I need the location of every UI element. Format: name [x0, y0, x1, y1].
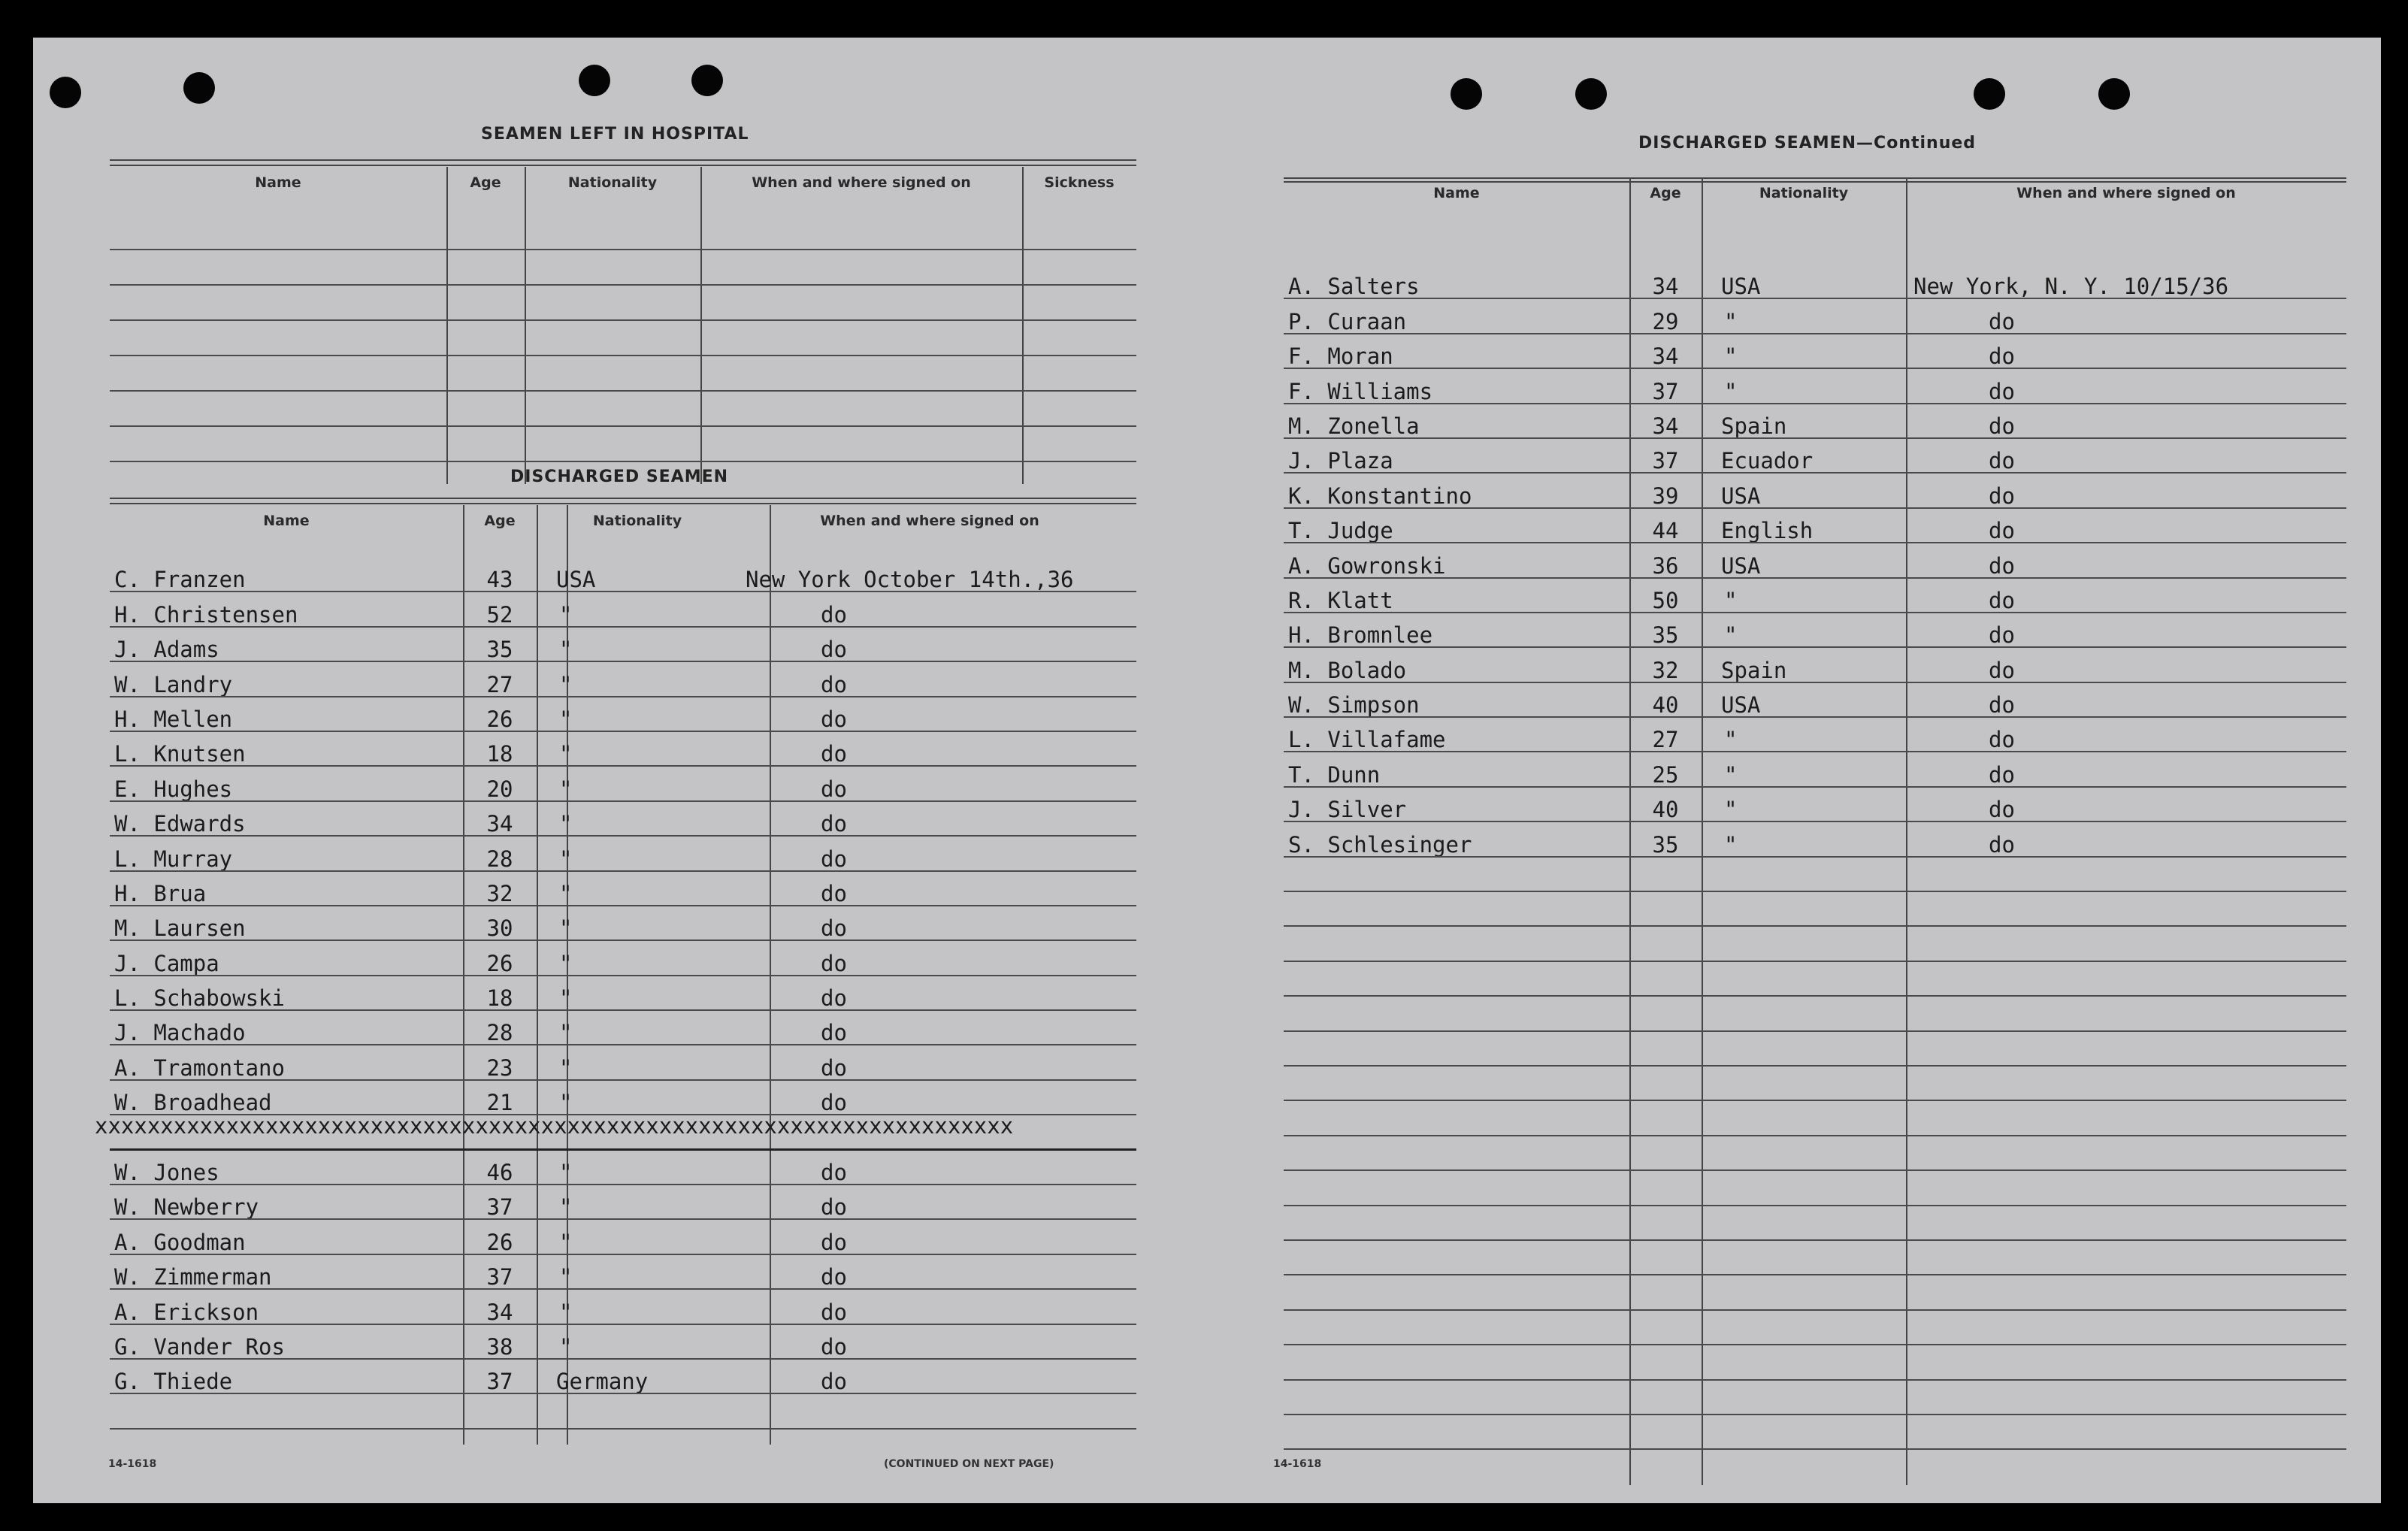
table-row: [110, 1394, 1136, 1429]
seaman-age: 26: [486, 706, 513, 731]
table-row: [1284, 927, 2346, 961]
seaman-name: W. Zimmerman: [114, 1264, 272, 1289]
seaman-age: 37: [486, 1369, 513, 1393]
seaman-age: 40: [1652, 692, 1679, 717]
form-number: 14-1618: [108, 1458, 157, 1470]
table-row: [1284, 334, 2346, 369]
hospital-table: [110, 167, 1136, 484]
table-row: [1284, 718, 2346, 752]
table-row: [1284, 1101, 2346, 1136]
punch-hole: [1451, 78, 1482, 110]
header-sickness: Sickness: [1044, 174, 1115, 191]
seaman-name: H. Bromnlee: [1288, 622, 1433, 647]
header-when-where: When and where signed on: [820, 513, 1039, 529]
seaman-age: 18: [486, 985, 513, 1010]
table-row: [110, 558, 1136, 592]
table-row: [1284, 543, 2346, 578]
table-row: [1284, 752, 2346, 787]
table-row: [110, 767, 1136, 801]
table-row: [1284, 997, 2346, 1031]
discharged-title: DISCHARGED SEAMEN: [510, 467, 729, 486]
signed-on: do: [821, 1299, 847, 1324]
table-row: [110, 286, 1136, 321]
seaman-age: 32: [1652, 657, 1679, 682]
signed-on: do: [1989, 761, 2015, 786]
signed-on: do: [821, 741, 847, 766]
seaman-name: H. Mellen: [114, 706, 233, 731]
table-row: [1284, 1345, 2346, 1380]
signed-on: do: [821, 985, 847, 1010]
header-name: Name: [263, 513, 310, 529]
punch-hole: [579, 65, 610, 96]
signed-on: do: [821, 1054, 847, 1079]
signed-on: do: [821, 601, 847, 626]
seaman-nationality: USA: [1721, 274, 1761, 298]
seaman-age: 39: [1652, 483, 1679, 507]
seaman-name: M. Bolado: [1288, 657, 1407, 682]
seaman-nationality: ": [1724, 727, 1738, 752]
seaman-nationality: USA: [1721, 483, 1761, 507]
hospital-header: [110, 167, 1136, 191]
signed-on: do: [821, 811, 847, 836]
punch-hole: [2098, 78, 2130, 110]
seaman-name: R. Klatt: [1288, 587, 1393, 612]
seaman-name: A. Goodman: [114, 1229, 246, 1254]
seaman-age: 25: [1652, 761, 1679, 786]
table-row: [1284, 788, 2346, 822]
table-row: [110, 802, 1136, 837]
seaman-name: J. Campa: [114, 950, 219, 975]
table-row: [110, 1011, 1136, 1045]
seaman-age: 34: [486, 811, 513, 836]
seaman-age: 37: [1652, 378, 1679, 403]
seaman-name: A. Tramontano: [114, 1054, 285, 1079]
seaman-name: A. Gowronski: [1288, 552, 1446, 577]
seaman-age: 44: [1652, 518, 1679, 543]
table-row: [110, 872, 1136, 906]
signed-on: do: [1989, 483, 2015, 507]
table-row: [1284, 648, 2346, 682]
continued-note: (CONTINUED ON NEXT PAGE): [884, 1458, 1054, 1470]
signed-on: do: [821, 1264, 847, 1289]
table-row: [1284, 1032, 2346, 1067]
seaman-nationality: ": [559, 637, 573, 661]
table-row: [110, 837, 1136, 871]
seaman-age: 37: [486, 1264, 513, 1289]
signed-on: do: [821, 1020, 847, 1045]
table-row: [1284, 822, 2346, 857]
table-row: [1284, 299, 2346, 334]
seaman-age: 29: [1652, 308, 1679, 333]
signed-on: do: [821, 1160, 847, 1185]
punch-hole: [691, 65, 723, 96]
seaman-age: 28: [486, 1020, 513, 1045]
seaman-nationality: ": [559, 1090, 573, 1115]
seaman-nationality: ": [1724, 308, 1738, 333]
signed-on: do: [1989, 831, 2015, 856]
table-row: [1284, 474, 2346, 508]
header-nationality: Nationality: [1759, 185, 1849, 201]
punch-hole: [1575, 78, 1607, 110]
seaman-name: C. Franzen: [114, 567, 246, 592]
table-row: [110, 732, 1136, 767]
seaman-nationality: ": [1724, 761, 1738, 786]
table-row: [1284, 404, 2346, 439]
divider: [110, 159, 1136, 166]
seaman-nationality: English: [1721, 518, 1814, 543]
signed-on: do: [1989, 657, 2015, 682]
seaman-nationality: ": [559, 915, 573, 940]
seaman-nationality: ": [559, 1020, 573, 1045]
seaman-name: J. Silver: [1288, 797, 1407, 821]
seaman-name: J. Machado: [114, 1020, 246, 1045]
signed-on: do: [821, 1229, 847, 1254]
seaman-nationality: ": [1724, 797, 1738, 821]
seaman-nationality: Spain: [1721, 413, 1787, 437]
seaman-nationality: ": [1724, 378, 1738, 403]
seaman-age: 27: [486, 671, 513, 696]
seaman-name: L. Murray: [114, 846, 233, 870]
table-row: [110, 628, 1136, 662]
seaman-nationality: ": [559, 846, 573, 870]
seaman-nationality: ": [559, 671, 573, 696]
signed-on: do: [821, 1194, 847, 1219]
signed-on: do: [1989, 727, 2015, 752]
header-name: Name: [255, 174, 301, 191]
header-age: Age: [484, 513, 516, 529]
signed-on: do: [821, 1333, 847, 1358]
seaman-name: L. Schabowski: [114, 985, 285, 1010]
table-row: [110, 592, 1136, 627]
table-row: [1284, 1067, 2346, 1101]
seaman-age: 18: [486, 741, 513, 766]
signed-on: New York, N. Y. 10/15/36: [1913, 274, 2229, 298]
table-row: [110, 321, 1136, 356]
continued-rows: [1284, 265, 2346, 1450]
signed-on: do: [821, 637, 847, 661]
seaman-name: F. Moran: [1288, 343, 1393, 368]
signed-on: do: [1989, 308, 2015, 333]
discharged-table: [95, 505, 1136, 1445]
table-row: [1284, 1311, 2346, 1345]
header-name: Name: [1433, 185, 1480, 201]
signed-on: do: [1989, 378, 2015, 403]
seaman-name: A. Erickson: [114, 1299, 259, 1324]
seaman-name: K. Konstantino: [1288, 483, 1472, 507]
seaman-age: 30: [486, 915, 513, 940]
header-nationality: Nationality: [592, 513, 682, 529]
table-row: [110, 906, 1136, 941]
seaman-age: 28: [486, 846, 513, 870]
seaman-age: 27: [1652, 727, 1679, 752]
table-row: [110, 1360, 1136, 1394]
seaman-age: 34: [1652, 413, 1679, 437]
header-nationality: Nationality: [567, 174, 658, 191]
divider: [110, 498, 1136, 504]
table-row: [110, 1081, 1136, 1115]
table-row: [1284, 1275, 2346, 1310]
seaman-age: 21: [486, 1090, 513, 1115]
seaman-age: 34: [1652, 343, 1679, 368]
seaman-age: 35: [1652, 831, 1679, 856]
table-row: [1284, 1415, 2346, 1450]
signed-on: do: [1989, 413, 2015, 437]
header-age: Age: [1650, 185, 1681, 201]
seaman-age: 34: [1652, 274, 1679, 298]
seaman-nationality: ": [559, 1299, 573, 1324]
seaman-nationality: USA: [556, 567, 596, 592]
seaman-name: P. Curaan: [1288, 308, 1407, 333]
table-row: [110, 1290, 1136, 1324]
seaman-nationality: USA: [1721, 692, 1761, 717]
seaman-nationality: ": [559, 601, 573, 626]
seaman-name: T. Dunn: [1288, 761, 1381, 786]
header-when-where: When and where signed on: [2016, 185, 2236, 201]
seaman-age: 40: [1652, 797, 1679, 821]
seaman-name: W. Landry: [114, 671, 233, 696]
punch-hole: [1974, 78, 2005, 110]
signed-on: New York October 14th.,36: [746, 567, 1074, 592]
table-row: [1284, 369, 2346, 404]
seaman-name: W. Edwards: [114, 811, 246, 836]
seaman-name: J. Plaza: [1288, 448, 1393, 473]
seaman-nationality: ": [559, 741, 573, 766]
seaman-nationality: ": [559, 776, 573, 800]
table-row: [110, 1045, 1136, 1080]
table-row: [95, 1115, 1136, 1150]
seaman-age: 20: [486, 776, 513, 800]
table-row: [110, 1185, 1136, 1220]
seaman-age: 52: [486, 601, 513, 626]
document-page: [33, 38, 2381, 1503]
table-row: [1284, 683, 2346, 718]
table-row: [1284, 509, 2346, 543]
seaman-age: 32: [486, 880, 513, 905]
seaman-nationality: Ecuador: [1721, 448, 1814, 473]
signed-on: do: [821, 1369, 847, 1393]
seaman-name: S. Schlesinger: [1288, 831, 1472, 856]
table-row: [110, 1151, 1136, 1185]
seaman-name: W. Newberry: [114, 1194, 259, 1219]
seaman-nationality: ": [559, 1054, 573, 1079]
signed-on: do: [1989, 448, 2015, 473]
signed-on: do: [821, 776, 847, 800]
punch-hole: [183, 72, 215, 104]
seaman-age: 50: [1652, 587, 1679, 612]
seaman-name: W. Jones: [114, 1160, 219, 1185]
table-row: [110, 427, 1136, 462]
punch-hole: [50, 77, 81, 108]
seaman-nationality: ": [559, 1194, 573, 1219]
table-row: [110, 976, 1136, 1011]
signed-on: do: [821, 915, 847, 940]
continued-table: [1284, 177, 2346, 1485]
seaman-age: 37: [486, 1194, 513, 1219]
table-row: [110, 941, 1136, 976]
seaman-name: G. Vander Ros: [114, 1333, 285, 1358]
seaman-name: M. Zonella: [1288, 413, 1420, 437]
header-age: Age: [470, 174, 501, 191]
signed-on: do: [1989, 518, 2015, 543]
signed-on: do: [821, 950, 847, 975]
continued-title: DISCHARGED SEAMEN—Continued: [1638, 134, 1977, 153]
seaman-nationality: ": [1724, 343, 1738, 368]
signed-on: do: [821, 706, 847, 731]
seaman-nationality: ": [559, 985, 573, 1010]
seaman-age: 26: [486, 1229, 513, 1254]
seaman-name: L. Villafame: [1288, 727, 1446, 752]
seaman-nationality: ": [559, 811, 573, 836]
table-row: [1284, 1206, 2346, 1241]
seaman-name: J. Adams: [114, 637, 219, 661]
seaman-nationality: ": [559, 1264, 573, 1289]
signed-on: do: [1989, 343, 2015, 368]
signed-on: do: [1989, 692, 2015, 717]
table-row: [1284, 962, 2346, 997]
seaman-age: 43: [486, 567, 513, 592]
struck-out-entry: xxxxxxxxxxxxxxxxxxxxxxxxxxxxxxxxxxxxxxxxxxxxxxxxxxxxxxxxxxxxxxxxxxxxxx: [95, 1115, 1014, 1138]
signed-on: do: [1989, 552, 2015, 577]
signed-on: do: [821, 846, 847, 870]
hospital-rows: [110, 215, 1136, 462]
table-row: [1284, 1381, 2346, 1415]
form-number: 14-1618: [1273, 1458, 1322, 1470]
seaman-name: F. Williams: [1288, 378, 1433, 403]
discharged-rows: [95, 558, 1136, 1430]
seaman-age: 35: [1652, 622, 1679, 647]
table-row: [110, 1325, 1136, 1360]
seaman-name: H. Christensen: [114, 601, 298, 626]
seaman-age: 46: [486, 1160, 513, 1185]
table-row: [1284, 858, 2346, 892]
table-row: [1284, 1241, 2346, 1275]
seaman-nationality: ": [559, 1333, 573, 1358]
table-row: [1284, 579, 2346, 613]
table-row: [110, 662, 1136, 697]
table-row: [110, 697, 1136, 732]
seaman-age: 36: [1652, 552, 1679, 577]
seaman-nationality: ": [1724, 831, 1738, 856]
header-when-where: When and where signed on: [752, 174, 971, 191]
seaman-age: 23: [486, 1054, 513, 1079]
table-row: [1284, 613, 2346, 648]
seaman-nationality: USA: [1721, 552, 1761, 577]
signed-on: do: [1989, 622, 2015, 647]
table-row: [110, 356, 1136, 392]
seaman-nationality: ": [1724, 587, 1738, 612]
seaman-age: 26: [486, 950, 513, 975]
seaman-name: H. Brua: [114, 880, 207, 905]
seaman-name: M. Laursen: [114, 915, 246, 940]
signed-on: do: [821, 1090, 847, 1115]
seaman-nationality: ": [559, 1160, 573, 1185]
table-row: [110, 392, 1136, 427]
seaman-nationality: ": [559, 706, 573, 731]
table-row: [110, 250, 1136, 286]
seaman-name: E. Hughes: [114, 776, 233, 800]
seaman-name: T. Judge: [1288, 518, 1393, 543]
table-row: [1284, 439, 2346, 474]
seaman-nationality: ": [1724, 622, 1738, 647]
seaman-name: W. Simpson: [1288, 692, 1420, 717]
table-row: [1284, 1136, 2346, 1171]
hospital-title: SEAMEN LEFT IN HOSPITAL: [481, 125, 749, 144]
table-row: [1284, 1171, 2346, 1206]
seaman-age: 37: [1652, 448, 1679, 473]
discharged-header: [110, 505, 1136, 529]
seaman-age: 38: [486, 1333, 513, 1358]
signed-on: do: [821, 880, 847, 905]
table-row: [1284, 265, 2346, 299]
seaman-nationality: Germany: [556, 1369, 649, 1393]
signed-on: do: [1989, 797, 2015, 821]
table-row: [110, 215, 1136, 250]
seaman-age: 35: [486, 637, 513, 661]
table-row: [1284, 892, 2346, 927]
seaman-name: A. Salters: [1288, 274, 1420, 298]
seaman-nationality: Spain: [1721, 657, 1787, 682]
table-row: [110, 1255, 1136, 1290]
seaman-name: W. Broadhead: [114, 1090, 272, 1115]
continued-header: [1284, 177, 2346, 201]
table-row: [110, 1220, 1136, 1254]
seaman-nationality: ": [559, 1229, 573, 1254]
signed-on: do: [1989, 587, 2015, 612]
seaman-name: L. Knutsen: [114, 741, 246, 766]
seaman-age: 34: [486, 1299, 513, 1324]
signed-on: do: [821, 671, 847, 696]
seaman-name: G. Thiede: [114, 1369, 233, 1393]
seaman-nationality: ": [559, 880, 573, 905]
seaman-nationality: ": [559, 950, 573, 975]
